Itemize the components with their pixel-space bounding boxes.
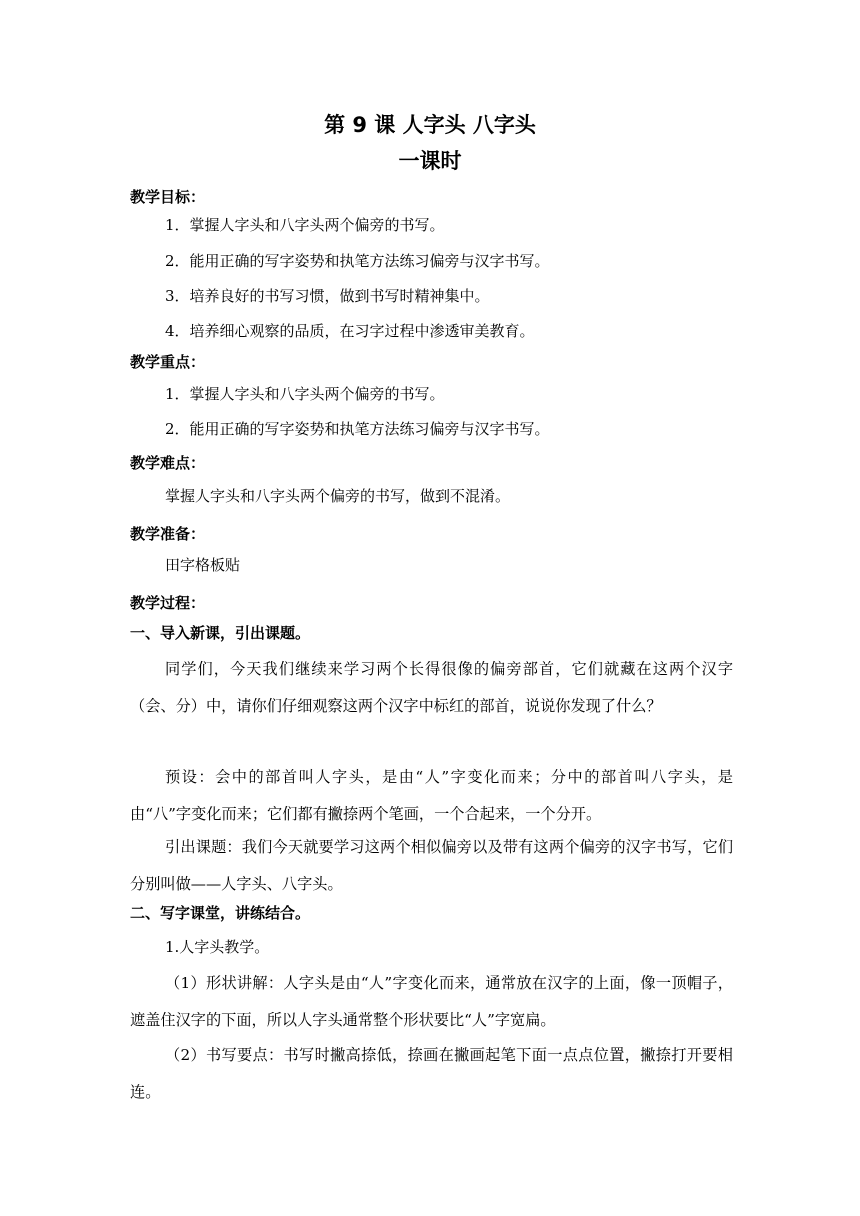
key-point-item-1: 1．掌握人字头和八字头两个偏旁的书写。 <box>165 385 445 403</box>
difficulties-heading: 教学难点： <box>130 454 206 472</box>
objective-item-4: 4．培养细心观察的品质，在习字过程中渗透审美教育。 <box>165 322 535 340</box>
section2-paragraph-1: （1）形状讲解：人字头是由“人”字变化而来，通常放在汉字的上面，像一顶帽子，遮盖住汉字的下面，所以人字头通常整个形状要比“人”字宽扁。 <box>130 974 733 1029</box>
preparation-text: 田字格板贴 <box>165 556 241 574</box>
section2-paragraph-2: （2）书写要点：书写时撇高捺低，捺画在撇画起笔下面一点点位置，撇捺打开要相连。 <box>130 1046 733 1101</box>
objective-item-1: 1．掌握人字头和八字头两个偏旁的书写。 <box>165 216 445 234</box>
lesson-subtitle: 一课时 <box>398 149 462 173</box>
section1-paragraph-3: 引出课题：我们今天就要学习这两个相似偏旁以及带有这两个偏旁的汉字书写，它们分别叫做——人字头、八字头。 <box>130 838 733 893</box>
section2-heading: 二、写字课堂，讲练结合。 <box>130 904 311 922</box>
section1-heading: 一、导入新课，引出课题。 <box>130 624 311 642</box>
difficulties-text: 掌握人字头和八字头两个偏旁的书写，做到不混淆。 <box>165 487 511 505</box>
section1-paragraph-2: 预设：会中的部首叫人字头，是由“人”字变化而来；分中的部首叫八字头，是由“八”字变化而来；它们都有撇捺两个笔画，一个合起来，一个分开。 <box>130 768 733 823</box>
objectives-heading: 教学目标： <box>130 188 206 206</box>
lesson-title: 第 9 课 人字头 八字头 <box>324 113 536 137</box>
section2-subheading-1: 1.人字头教学。 <box>165 938 270 956</box>
objective-item-2: 2．能用正确的写字姿势和执笔方法练习偏旁与汉字书写。 <box>165 252 550 270</box>
objective-item-3: 3．培养良好的书写习惯，做到书写时精神集中。 <box>165 287 490 305</box>
process-heading: 教学过程： <box>130 594 206 612</box>
section1-paragraph-1: 同学们，今天我们继续来学习两个长得很像的偏旁部首，它们就藏在这两个汉字（会、分）中，请你们仔细观察这两个汉字中标红的部首，说说你发现了什么？ <box>130 660 733 715</box>
preparation-heading: 教学准备： <box>130 525 206 543</box>
key-point-item-2: 2．能用正确的写字姿势和执笔方法练习偏旁与汉字书写。 <box>165 420 550 438</box>
key-points-heading: 教学重点： <box>130 353 206 371</box>
